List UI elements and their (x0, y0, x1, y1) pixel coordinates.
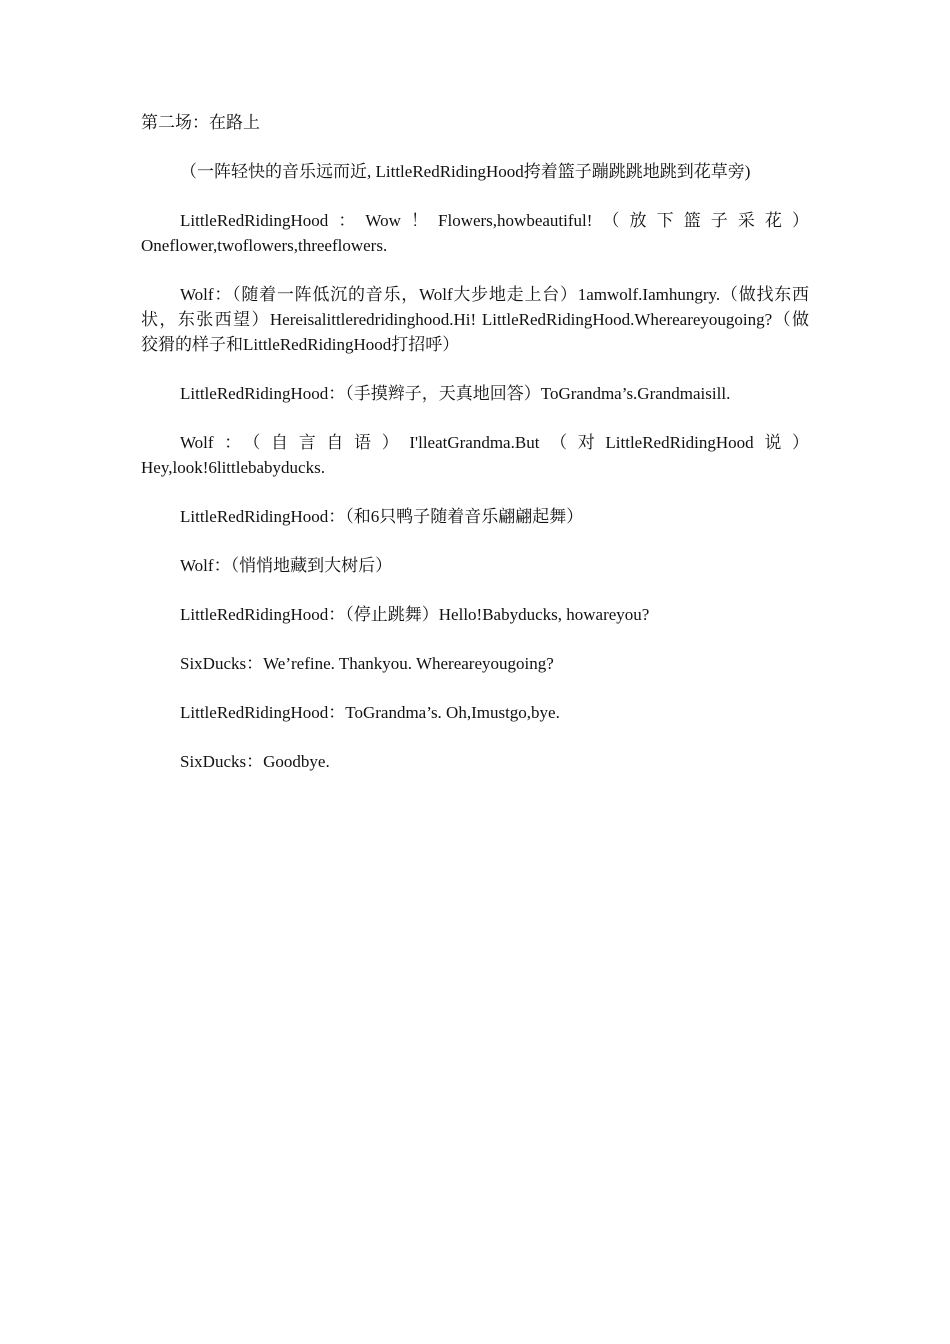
dialogue-paragraph: Wolf：（悄悄地藏到大树后） (180, 556, 393, 575)
dialogue-paragraph: LittleRedRidingHood：（和6只鸭子随着音乐翩翩起舞） (180, 507, 584, 526)
scene-title: 第二场：在路上 (141, 113, 260, 132)
dialogue-paragraph: SixDucks：Goodbye. (180, 752, 330, 771)
dialogue-paragraph: LittleRedRidingHood：Wow！Flowers,howbeautiful!（放下篮子采花）Oneflower,twoflowers,threeflowers. (141, 211, 809, 255)
dialogue-paragraph: Wolf：（随着一阵低沉的音乐，Wolf大步地走上台）1amwolf.Iamhungry.（做找东西状，东张西望）Hereisalittleredridinghood.Hi! LittleRedRidingHood.Whereareyougoing?（做狡猾的样子和LittleRedRidingHood打招呼） (141, 285, 809, 354)
dialogue-paragraph: LittleRedRidingHood：（手摸辫子，天真地回答）ToGrandma’s.Grandmaisill. (180, 384, 731, 403)
dialogue-paragraph: LittleRedRidingHood：（停止跳舞）Hello!Babyducks, howareyou? (180, 605, 650, 624)
document-page (141, 110, 809, 798)
dialogue-paragraph: Wolf：（自言自语）I'lleatGrandma.But（对LittleRedRidingHood说）Hey,look!6littlebabyducks. (141, 433, 809, 477)
dialogue-paragraph: LittleRedRidingHood：ToGrandma’s. Oh,Imustgo,bye. (180, 703, 560, 722)
dialogue-paragraph: SixDucks：We’refine. Thankyou. Whereareyougoing? (180, 654, 554, 673)
stage-direction-paragraph: （一阵轻快的音乐远而近, LittleRedRidingHood挎着篮子蹦跳跳地跳到花草旁) (180, 162, 751, 181)
